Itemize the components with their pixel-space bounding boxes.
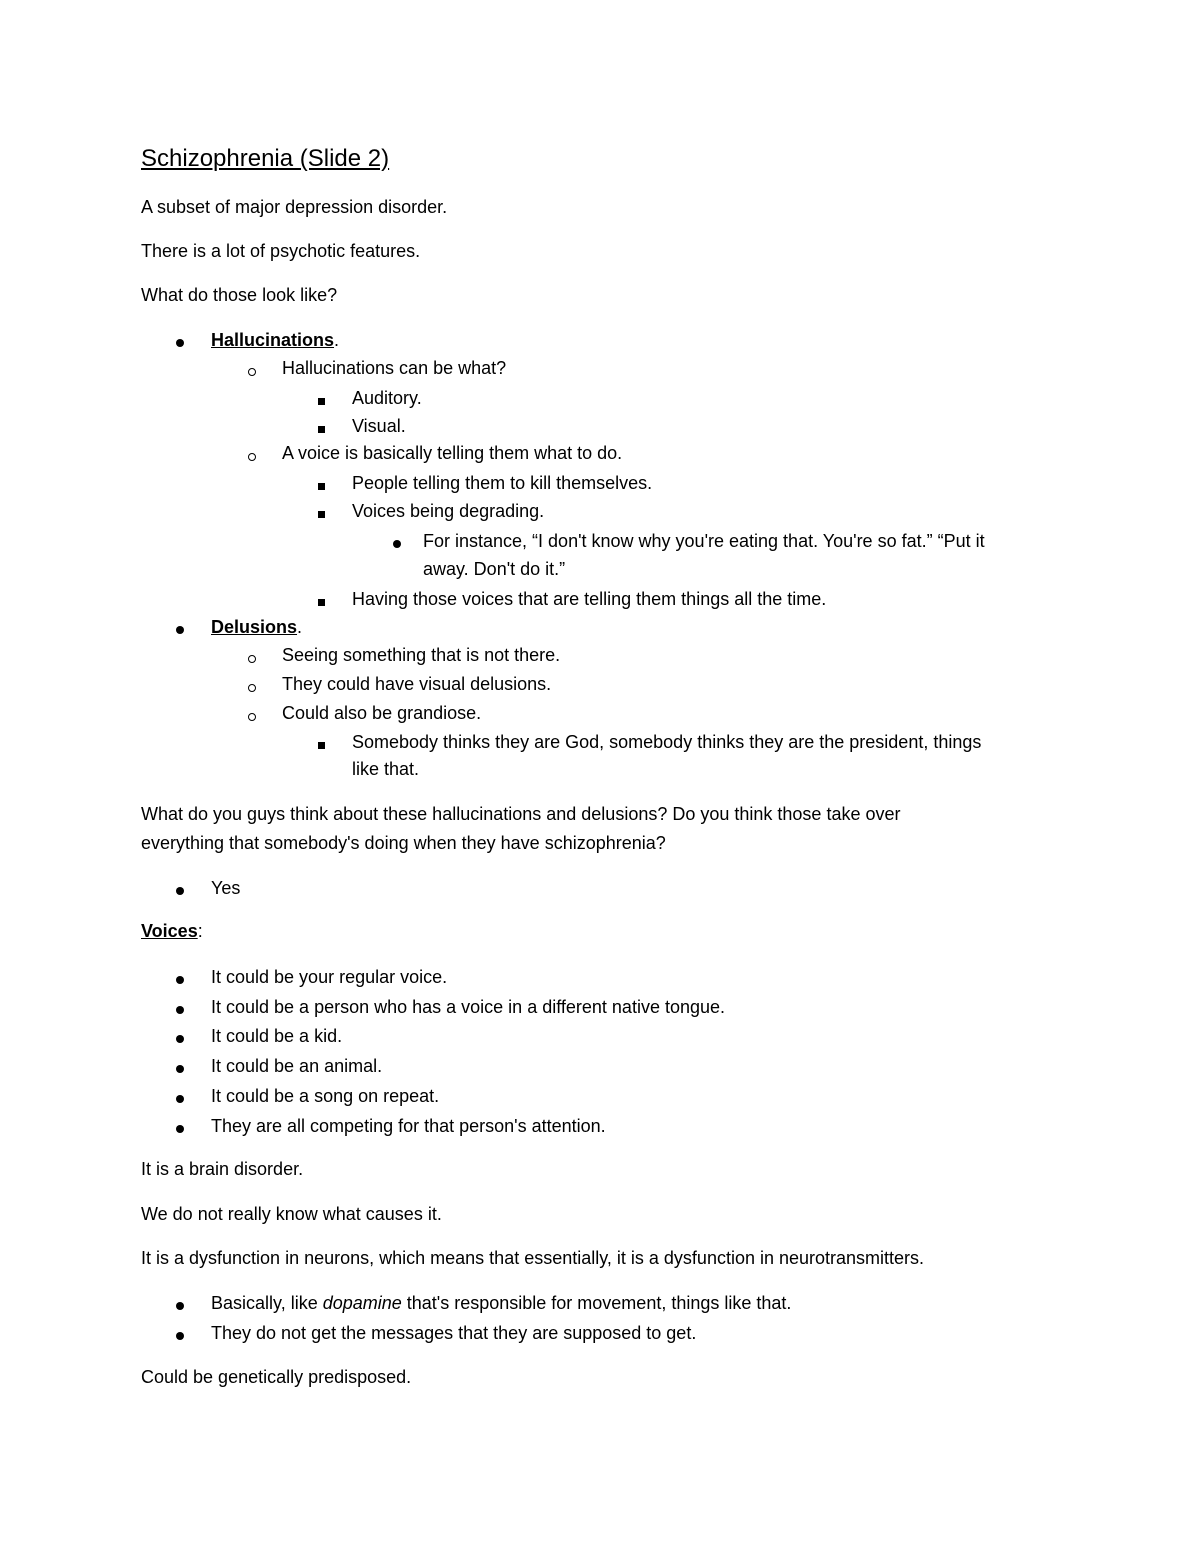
bullet-dot (176, 1056, 184, 1078)
list-item: People telling them to kill themselves. (352, 473, 653, 493)
paragraph: What do you guys think about these hallucinations and delusions? Do you think those take over (141, 804, 901, 824)
paragraph: everything that somebody's doing when they have schizophrenia? (141, 833, 666, 853)
bullet-dot (176, 1086, 184, 1108)
bullet-square (318, 388, 325, 410)
list-item: They are all competing for that person's attention. (211, 1116, 606, 1136)
hallucinations-heading: Hallucinations (211, 330, 335, 350)
heading-punct: . (297, 617, 303, 637)
list-item: It could be a person who has a voice in a different native tongue. (211, 997, 726, 1017)
list-item: It could be your regular voice. (211, 967, 448, 987)
list-item: They do not get the messages that they are supposed to get. (211, 1323, 697, 1343)
list-item: Seeing something that is not there. (282, 645, 561, 665)
list-item: Hallucinations can be what? (282, 358, 507, 378)
list-item: Yes (211, 878, 241, 898)
list-item: Auditory. (352, 388, 422, 408)
text-run: Basically, like (211, 1293, 323, 1313)
bullet-circle (248, 444, 256, 466)
list-item: Having those voices that are telling them things all the time. (352, 589, 827, 609)
bullet-dot (393, 531, 401, 553)
paragraph: There is a lot of psychotic features. (141, 241, 421, 261)
list-item: Visual. (352, 416, 406, 436)
list-item: They could have visual delusions. (282, 674, 552, 694)
bullet-dot (176, 1026, 184, 1048)
list-item (211, 1292, 791, 1314)
bullet-circle (248, 675, 256, 697)
bullet-dot (176, 330, 184, 352)
bullet-circle (248, 646, 256, 668)
list-item: For instance, “I don't know why you're eating that. You're so fat.” “Put it (423, 531, 985, 551)
text-run: that's responsible for movement, things like that. (401, 1293, 792, 1313)
list-item-delusions (211, 616, 302, 638)
paragraph: A subset of major depression disorder. (141, 197, 448, 217)
list-item: Somebody thinks they are God, somebody thinks they are the president, things (352, 732, 982, 752)
voices-label: Voices (141, 921, 198, 941)
bullet-dot (176, 1116, 184, 1138)
list-item-continuation: away. Don't do it.” (423, 559, 566, 579)
heading-colon: : (197, 921, 203, 941)
list-item: A voice is basically telling them what to do. (282, 443, 623, 463)
list-item-continuation: like that. (352, 759, 420, 779)
bullet-dot (176, 1323, 184, 1345)
bullet-dot (176, 617, 184, 639)
list-item: Voices being degrading. (352, 501, 545, 521)
page-title: Schizophrenia (Slide 2) (141, 145, 390, 172)
paragraph: Could be genetically predisposed. (141, 1367, 412, 1387)
bullet-square (318, 589, 325, 611)
list-item: It could be an animal. (211, 1056, 383, 1076)
delusions-heading: Delusions (211, 617, 298, 637)
paragraph: It is a brain disorder. (141, 1159, 304, 1179)
bullet-dot (176, 967, 184, 989)
heading-punct: . (334, 330, 340, 350)
list-item: Could also be grandiose. (282, 703, 482, 723)
paragraph: We do not really know what causes it. (141, 1204, 442, 1224)
list-item: It could be a song on repeat. (211, 1086, 440, 1106)
bullet-dot (176, 1293, 184, 1315)
voices-heading (141, 920, 203, 942)
bullet-square (318, 416, 325, 438)
bullet-dot (176, 997, 184, 1019)
bullet-square (318, 501, 325, 523)
bullet-square (318, 732, 325, 754)
list-item: It could be a kid. (211, 1026, 343, 1046)
paragraph: It is a dysfunction in neurons, which means that essentially, it is a dysfunction in neurotransmitters. (141, 1248, 925, 1268)
list-item-hallucinations (211, 329, 339, 351)
bullet-circle (248, 704, 256, 726)
dopamine-term: dopamine (322, 1293, 402, 1313)
paragraph: What do those look like? (141, 285, 338, 305)
bullet-circle (248, 359, 256, 381)
bullet-square (318, 473, 325, 495)
bullet-dot (176, 878, 184, 900)
